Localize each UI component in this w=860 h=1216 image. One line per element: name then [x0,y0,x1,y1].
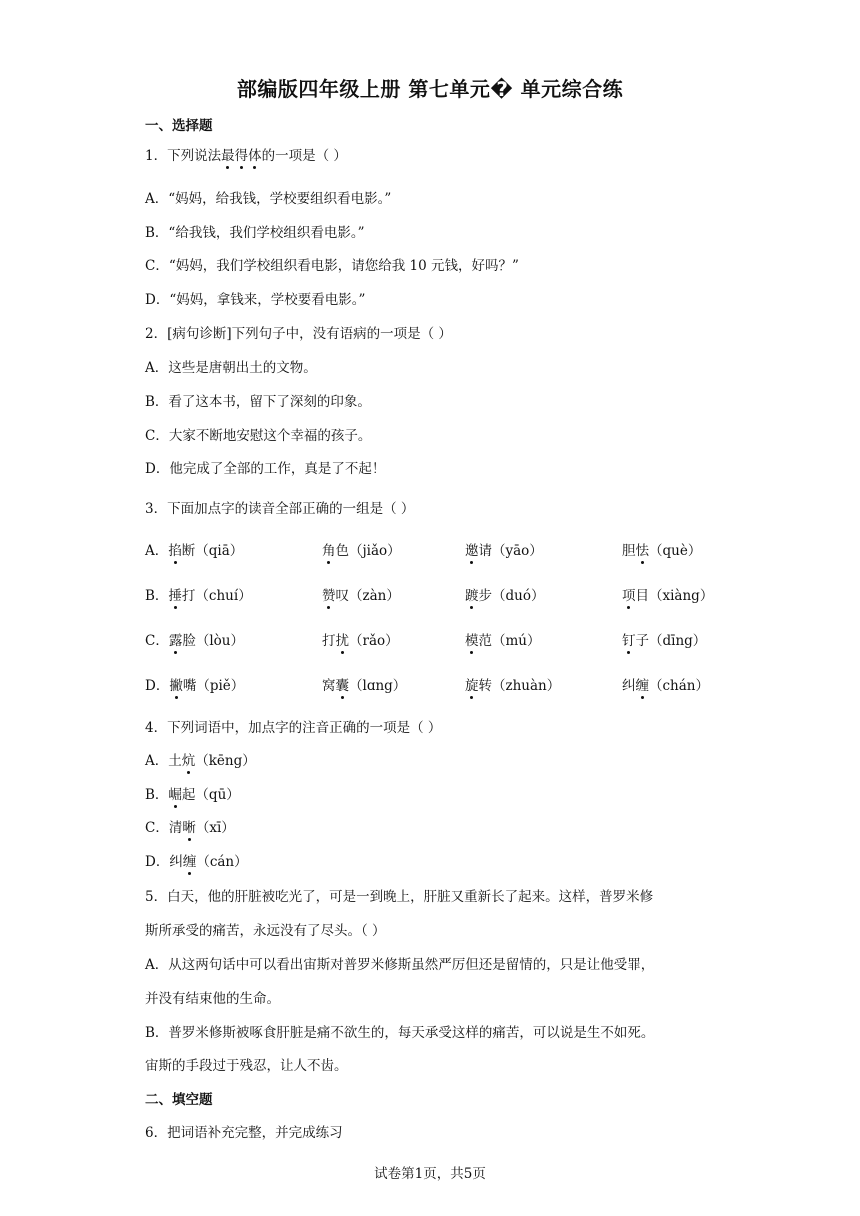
q3-text: 子（dīng） [635,633,707,649]
dotted-char: 邀 [465,543,479,559]
q4-text: （xī） [195,820,235,836]
question-6-stem: 6．把词语补充完整，并完成练习 [145,1125,343,1141]
q3-option-cell [322,674,406,694]
q3-text: 步（duó） [478,588,545,604]
dotted-char: 踱 [465,588,479,604]
q4-text: （cán） [196,854,248,870]
q3-text: 目（xiàng） [635,588,714,604]
dotted-char: 得 [234,148,249,164]
question-2-option-c: C．大家不断地安慰这个幸福的孩子。 [145,428,372,444]
q3-text: 转（zhuàn） [478,678,561,694]
question-5-option-a-line2: 并没有结束他的生命。 [145,991,280,1007]
section-heading-choice: 一、选择题 [145,118,213,134]
dotted-char: 囊 [335,678,349,694]
question-1-option-c: C．“妈妈，我们学校组织看电影，请您给我 10 元钱，好吗？” [145,258,519,274]
section-heading-fill: 二、填空题 [145,1092,213,1108]
q3-text: （lɑng） [349,678,407,694]
q3-option-cell [622,539,701,559]
dotted-char: 捶 [168,588,182,604]
question-5-option-b-line1: B．普罗米修斯被啄食肝脏是痛不欲生的，每天承受这样的痛苦，可以说是生不如死。 [145,1025,655,1041]
question-2-option-d: D．他完成了全部的工作，真是了不起！ [145,461,386,477]
dotted-char: 炕 [181,753,196,769]
q3-text: 色（jiǎo） [335,543,401,559]
q3-text: 胆 [622,543,636,559]
q3-option-cell [322,629,399,649]
q4-text: D．纠 [145,854,183,870]
q3-text: （rǎo） [349,633,399,649]
dotted-char: 晰 [182,820,196,836]
q3-text: 脸（lòu） [182,633,244,649]
question-2-option-a: A．这些是唐朝出土的文物。 [145,360,317,376]
q3-option-cell [622,629,706,649]
q3-text: 窝 [322,678,336,694]
dotted-char: 体 [248,148,262,164]
dotted-char: 角 [322,543,336,559]
q3-text: D． [145,678,170,694]
q3-option-cell [622,584,713,604]
dotted-char: 赞 [322,588,336,604]
dotted-char: 最 [221,148,235,164]
q3-option-cell [465,674,560,694]
q4-text: 起（qū） [181,787,240,803]
q3-text: 打（chuí） [181,588,252,604]
q3-text: 纠 [622,678,636,694]
question-5-stem-line2: 斯所承受的痛苦，永远没有了尽头。（ ） [145,923,386,939]
q3-text: C． [145,633,169,649]
q3-text: 范（mú） [478,633,541,649]
q4-text: C．清 [145,820,183,836]
question-5-option-a-line1: A．从这两句话中可以看出宙斯对普罗米修斯虽然严厉但还是留情的，只是让他受罪， [145,957,655,973]
question-4-option [145,749,256,769]
q3-option-cell [322,584,400,604]
q3-option-cell [465,539,543,559]
q3-option-cell [622,674,709,694]
q3-text: （chán） [649,678,709,694]
q3-option-cell [465,584,544,604]
q4-text: A．土 [145,753,182,769]
question-2-option-b: B．看了这本书，留下了深刻的印象。 [145,394,371,410]
dotted-char: 缠 [635,678,649,694]
q3-text: 请（yāo） [478,543,543,559]
dotted-char: 崛 [168,787,182,803]
dotted-char: 模 [465,633,479,649]
question-1-option-b: B．“给我钱，我们学校组织看电影。” [145,225,365,241]
q3-text: 断（qiā） [181,543,244,559]
question-4-option [145,783,240,803]
dotted-char: 项 [622,588,636,604]
page-title: 部编版四年级上册 第七单元� 单元综合练 [236,77,624,101]
q3-text: （què） [649,543,702,559]
q3-option-cell [322,539,401,559]
q3-text: B． [145,588,169,604]
dotted-char: 钉 [622,633,636,649]
question-1-stem [145,144,347,164]
dotted-char: 缠 [182,854,197,870]
question-4-option [145,850,248,870]
dotted-char: 掐 [168,543,182,559]
question-4-stem: 4．下列词语中，加点字的注音正确的一项是（ ） [145,720,442,736]
q3-option-cell [145,674,244,694]
q3-option-cell [465,629,541,649]
question-3-stem: 3．下面加点字的读音全部正确的一组是（ ） [145,501,415,517]
dotted-char: 怯 [635,543,649,559]
question-4-option [145,816,235,836]
q3-option-cell [145,539,243,559]
q3-text: A． [145,543,169,559]
page-footer: 试卷第1页，共5页 [374,1166,486,1182]
q4-text: B． [145,787,169,803]
question-1-option-a: A．“妈妈，给我钱，学校要组织看电影。” [145,191,392,207]
dotted-char: 旋 [465,678,479,694]
q3-option-cell [145,584,252,604]
q1-pre: 1．下列说法 [145,148,222,164]
dotted-char: 露 [168,633,183,649]
q3-text: 嘴（piě） [182,678,245,694]
dotted-char: 撇 [169,678,183,694]
q4-text: （kēng） [195,753,256,769]
q3-text: 打 [322,633,336,649]
q1-post: 的一项是（ ） [261,148,347,164]
dotted-char: 扰 [335,633,349,649]
question-5-stem-line1: 5．白天，他的肝脏被吃光了，可是一到晚上，肝脏又重新长了起来。这样，普罗米修 [145,889,654,905]
q3-text: 叹（zàn） [335,588,400,604]
question-1-option-d: D．“妈妈，拿钱来，学校要看电影。” [145,292,366,308]
q3-option-cell [145,629,244,649]
question-5-option-b-line2: 宙斯的手段过于残忍，让人不齿。 [145,1058,348,1074]
question-2-stem: 2．[病句诊断]下列句子中，没有语病的一项是（ ） [145,326,452,342]
